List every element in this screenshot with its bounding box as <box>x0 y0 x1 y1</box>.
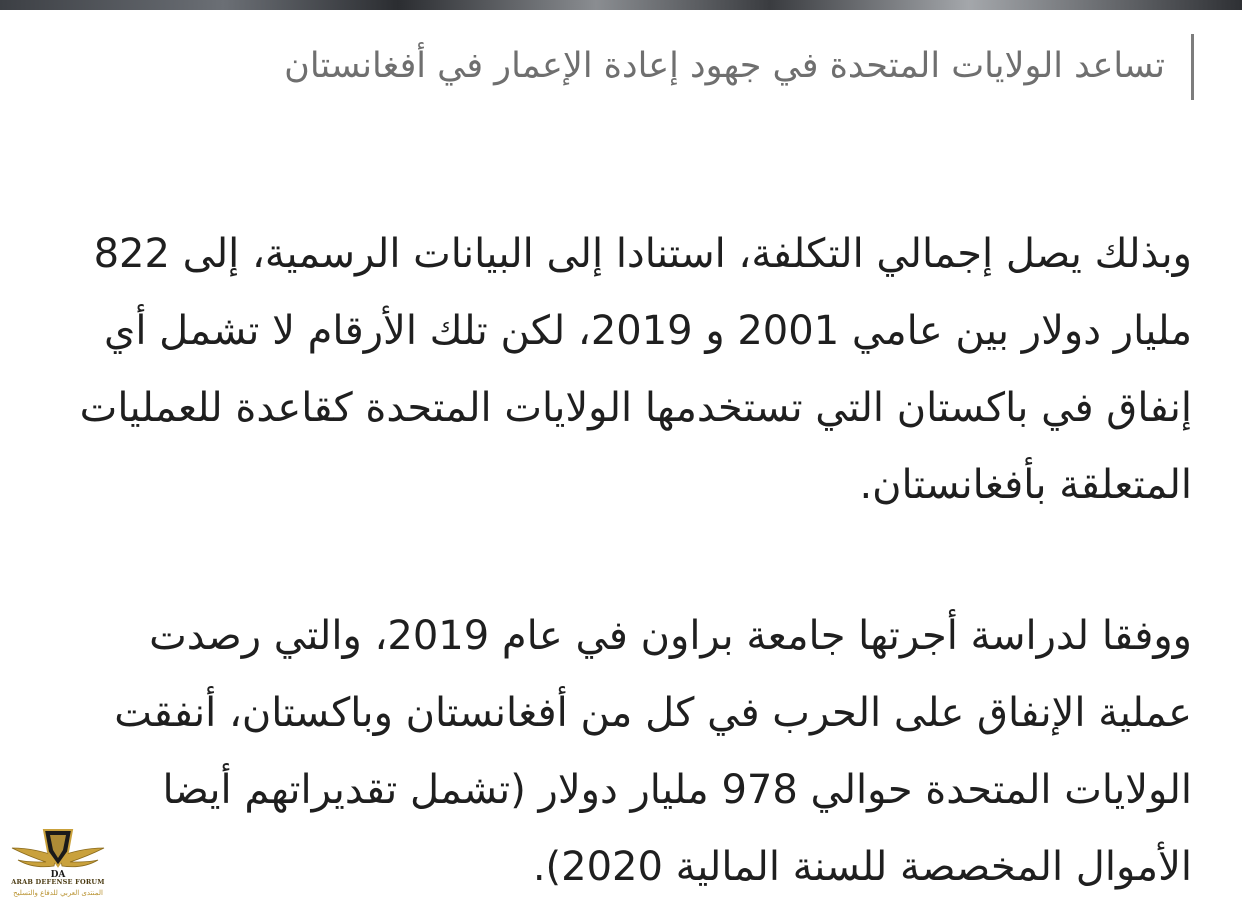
article-paragraph-1: وبذلك يصل إجمالي التكلفة، استنادا إلى البيانات الرسمية، إلى 822 مليار دولار بين عامي 2001 و 2019، لكن تلك الأرقام لا تشمل أي إنفاق في باكستان التي تستخدمها الولايات المتحدة كقاعدة للعمليات المتعلقة بأفغانستان. <box>79 231 1192 508</box>
watermark-name-ar: المنتدى العربي للدفاع والتسليح <box>13 889 103 897</box>
article-image-bottom-edge <box>0 0 1242 10</box>
logo-mark-text: DA <box>50 870 66 880</box>
image-caption: تساعد الولايات المتحدة في جهود إعادة الإعمار في أفغانستان <box>284 34 1194 100</box>
watermark-name-en: ARAB DEFENSE FORUM <box>11 878 105 886</box>
arab-defense-forum-watermark <box>10 826 106 904</box>
article-paragraph-2: ووفقا لدراسة أجرتها جامعة براون في عام 2019، والتي رصدت عملية الإنفاق على الحرب في كل من أفغانستان وباكستان، أنفقت الولايات المتحدة حوالي 978 مليار دولار (تشمل تقديراتهم أيضا الأموال المخصصة للسنة المالية 2020). <box>114 613 1192 890</box>
winged-shield-logo-icon <box>10 826 106 880</box>
